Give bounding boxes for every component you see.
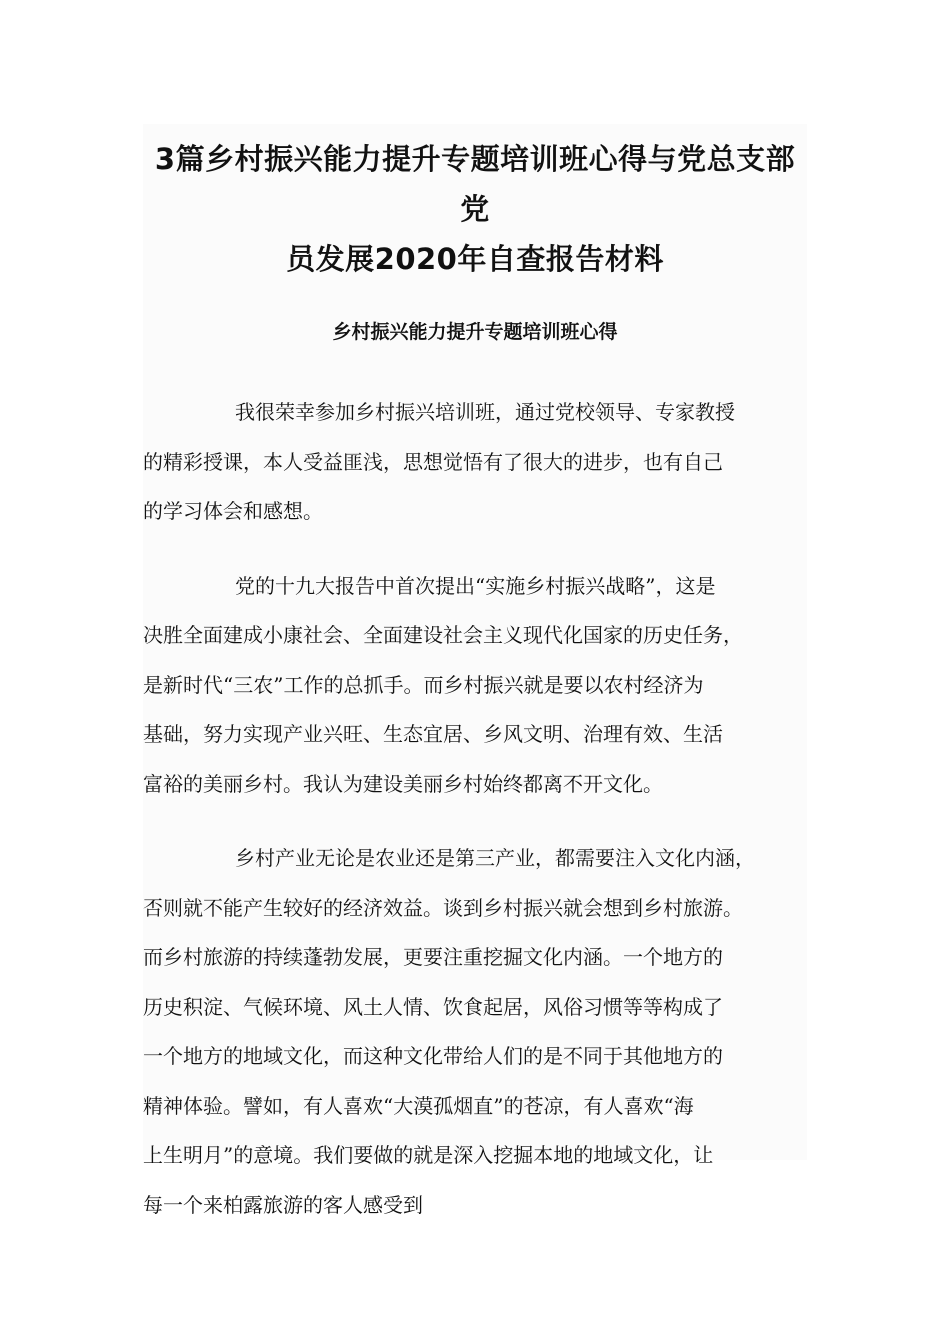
document-title [143,124,807,284]
paragraph-line: 乡村产业无论是农业还是第三产业，都需要注入文化内涵， [235,846,755,870]
paragraph-line: 基础，努力实现产业兴旺、生态宜居、乡风文明、治理有效、生活 [143,722,723,746]
paragraph-line: 而乡村旅游的持续蓬勃发展，更要注重挖掘文化内涵。一个地方的 [143,945,723,969]
paragraph-1 [143,388,807,537]
paragraph-2 [143,562,807,810]
paragraph-line: 每一个来柏露旅游的客人感受到 [143,1192,423,1217]
paragraph-line: 党的十九大报告中首次提出“实施乡村振兴战略”，这是 [235,573,716,598]
paragraph-line: 富裕的美丽乡村。我认为建设美丽乡村始终都离不开文化。 [143,771,663,796]
paragraph-line: 精神体验。譬如，有人喜欢“大漠孤烟直”的苍凉，有人喜欢“海 [143,1093,694,1118]
paragraph-line: 否则就不能产生较好的经济效益。谈到乡村振兴就会想到乡村旅游。 [143,895,743,920]
paragraph-line: 一个地方的地域文化，而这种文化带给人们的是不同于其他地方的 [143,1044,723,1068]
paragraph-line: 的学习体会和感想。 [143,499,323,523]
paragraph-line: 的精彩授课，本人受益匪浅，思想觉悟有了很大的进步，也有自己 [143,449,723,474]
document-title-line-2: 员发展2020年自查报告材料 [286,242,664,276]
paragraph-line: 决胜全面建成小康社会、全面建设社会主义现代化国家的历史任务， [143,623,743,647]
paragraph-line: 上生明月”的意境。我们要做的就是深入挖掘本地的地域文化，让 [143,1143,714,1167]
section-title: 乡村振兴能力提升专题培训班心得 [332,321,618,343]
paragraph-line: 我很荣幸参加乡村振兴培训班，通过党校领导、专家教授 [235,400,735,424]
paragraph-3 [143,834,807,1230]
document-title-line-1: 3篇乡村振兴能力提升专题培训班心得与党总支部党 [154,142,796,226]
paragraph-line: 是新时代“三农”工作的总抓手。而乡村振兴就是要以农村经济为 [143,672,704,697]
paragraph-line: 历史积淀、气候环境、风土人情、饮食起居，风俗习惯等等构成了 [143,994,723,1019]
document-page [143,124,807,1217]
